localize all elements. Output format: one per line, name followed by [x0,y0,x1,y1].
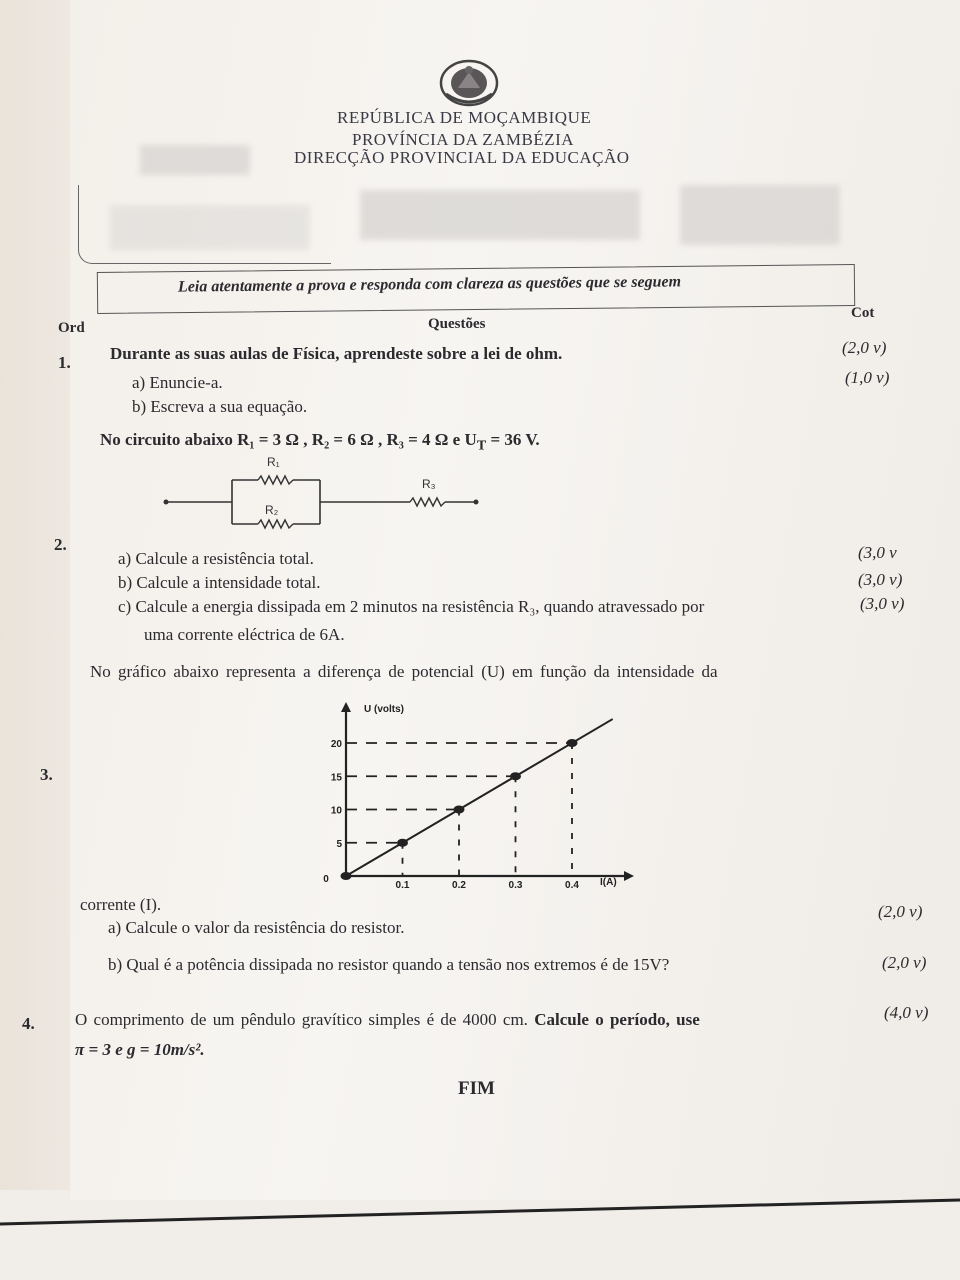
q2-cot-a: (3,0 v [858,543,897,562]
column-cot: Cot [851,305,875,321]
header-direction: DIRECÇÃO PROVINCIAL DA EDUCAÇÃO [294,148,630,167]
redacted-area [680,185,840,245]
y-axis-label: U (volts) [364,704,404,715]
q1-cot-a: (2,0 v) [842,338,887,357]
header-republic: REPÚBLICA DE MOÇAMBIQUE [337,108,592,127]
x-tick-label: 0.1 [395,880,410,891]
q3-intro: No gráfico abaixo representa a diferença de potencial (U) em função da intensidade da [90,662,718,681]
q3-cot-b: (2,0 v) [882,953,927,972]
label-r3: R₃ [422,477,436,491]
y-tick-label: 10 [330,805,342,817]
q2-b: b) Calcule a intensidade total. [118,573,321,592]
q1-cot-b: (1,0 v) [845,368,890,387]
q3-a: a) Calcule o valor da resistência do resistor. [108,918,405,937]
x-tick-label: 0.2 [452,880,466,891]
page-edge-line [0,1190,960,1230]
q1-text: Durante as suas aulas de Física, aprendeste sobre a lei de ohm. [110,344,563,363]
resistor-r2 [258,520,293,528]
instruction-text: Leia atentamente a prova e responda com clareza as questões que se seguem [177,273,682,296]
x-axis-arrow [624,871,634,881]
origin-label: 0 [323,874,329,885]
y-tick-label: 5 [336,838,342,850]
q2-a: a) Calcule a resistência total. [118,549,314,568]
x-axis-label: I(A) [600,877,617,888]
q2-c-line1: c) Calcule a energia dissipada em 2 minutos na resistência R₃, quando atravessado por [118,597,705,616]
u-i-chart [300,698,640,898]
resistor-r3 [410,498,445,506]
q3-intro-continued: corrente (I). [80,895,162,914]
redacted-area [140,145,250,175]
data-point [454,806,465,814]
y-axis-arrow [341,702,351,712]
q2-c-line2: uma corrente eléctrica de 6A. [144,625,345,644]
circuit-diagram [160,452,490,532]
x-tick-label: 0.3 [508,880,523,891]
q4-cot: (4,0 v) [884,1003,929,1022]
q1-a: a) Enuncie-a. [132,373,223,392]
q4-number: 4. [22,1014,35,1033]
column-questions: Questões [428,316,486,332]
q2-number: 2. [54,535,67,554]
q4-formula: π = 3 e g = 10m/s². [75,1040,205,1059]
q4-text: O comprimento de um pêndulo gravítico simples é de 4000 cm. Calcule o período, use [75,1010,700,1029]
resistor-r1 [258,476,293,484]
redacted-area [110,205,310,250]
data-point [510,772,521,780]
label-r1: R₁ [267,455,280,469]
header-province: PROVÍNCIA DA ZAMBÉZIA [352,130,575,149]
coat-of-arms-icon [438,58,500,108]
q2-intro: No circuito abaixo R₁ = 3 Ω , R₂ = 6 Ω , R₃ = 4 Ω e $U_T = 36$ V. [100,430,540,454]
data-point [397,839,408,847]
end-marker: FIM [458,1078,495,1099]
y-tick-label: 20 [330,739,342,750]
q3-b: b) Qual é a potência dissipada no resistor quando a tensão nos extremos é de 15V? [108,955,670,974]
q3-number: 3. [40,765,53,784]
q1-number: 1. [58,353,71,372]
label-r2: R₂ [265,503,279,517]
q1-b: b) Escreva a sua equação. [132,397,308,416]
q2-cot-b: (3,0 v) [858,570,903,589]
q3-cot-a: (2,0 v) [878,902,923,921]
redacted-area [360,190,640,240]
data-point [341,872,352,880]
y-tick-label: 15 [330,772,342,784]
data-point [567,739,578,747]
x-tick-label: 0.4 [565,880,579,891]
column-ord: Ord [58,320,85,336]
q2-cot-c: (3,0 v) [860,594,905,613]
